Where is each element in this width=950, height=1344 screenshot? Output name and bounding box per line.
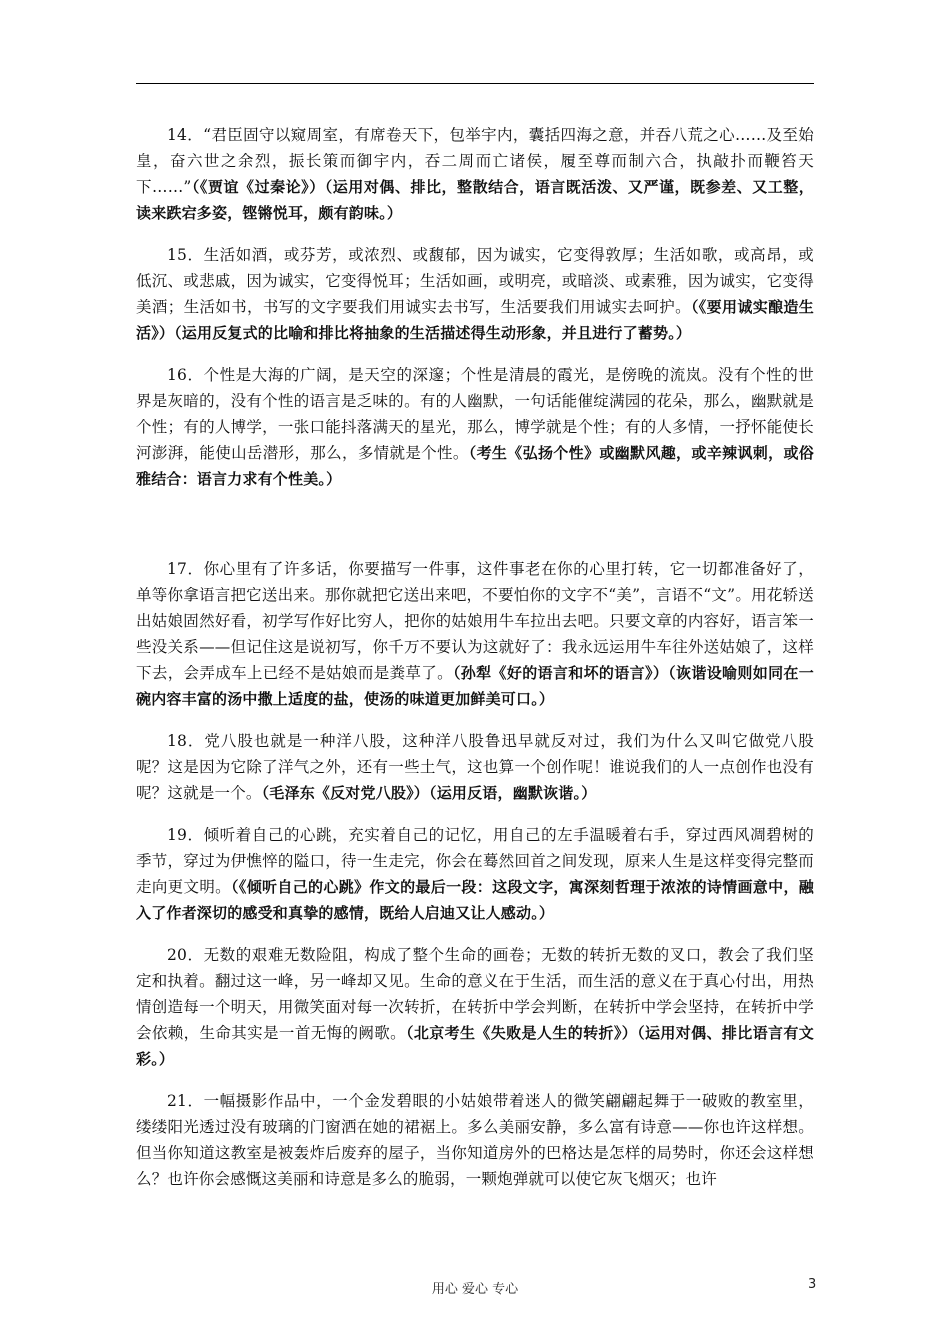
paragraph-14: 14．“君臣固守以窥周室，有席卷天下，包举宇内，囊括四海之意，并吞八荒之心……及至始皇，奋六世之余烈，振长策而御宇内，吞二周而亡诸侯，履至尊而制六合，执敲扑而鞭笞天下……”（《贾谊《过秦论》）（运用对偶、排比，整散结合，语言既活泼、又严谨，既参差、又工整，读来跌宕多姿，铿锵悦耳，颇有韵味。） <box>136 126 814 222</box>
paragraph-note: （《贾谊《过秦论》）（运用对偶、排比，整散结合，语言既活泼、又严谨，既参差、又工整，读来跌宕多姿，铿锵悦耳，颇有韵味。） <box>136 178 814 222</box>
paragraph-note: （《倾听自己的心跳》作文的最后一段：这段文字，寓深刻哲理于浓浓的诗情画意中，融入了作者深切的感受和真挚的感情，既给人启迪又让人感动。） <box>136 878 815 922</box>
paragraph-note: （孙犁《好的语言和坏的语言》）（诙谐设喻则如同在一碗内容丰富的汤中撒上适度的盐，使汤的味道更加鲜美可口。） <box>136 664 814 708</box>
page-body <box>136 122 814 1208</box>
paragraph-21: 21．一幅摄影作品中，一个金发碧眼的小姑娘带着迷人的微笑翩翩起舞于一破败的教室里，缕缕阳光透过没有玻璃的门窗洒在她的裙裾上。多么美丽安静，多么富有诗意——你也许这样想。但当你知道这教室是被轰炸后废弃的屋子，当你知道房外的巴格达是怎样的局势时，你还会这样想么？也许你会感慨这美丽和诗意是多么的脆弱，一颗炮弹就可以使它灰飞烟灭；也许 <box>136 1092 814 1188</box>
paragraph-20: 20．无数的艰难无数险阻，构成了整个生命的画卷；无数的转折无数的叉口，教会了我们坚定和执着。翻过这一峰，另一峰却又见。生命的意义在于生活，而生活的意义在于真心付出，用热情创造每一个明天，用微笑面对每一次转折，在转折中学会判断，在转折中学会坚持，在转折中学会依赖，生命其实是一首无悔的阙歌。（北京考生《失败是人生的转折》）（运用对偶、排比语言有文彩。） <box>136 946 815 1068</box>
header-rule <box>136 83 814 84</box>
paragraph-note: （《要用诚实酿造生活》）（运用反复式的比喻和排比将抽象的生活描述得生动形象，并且进行了蓄势。） <box>136 298 814 342</box>
paragraph-18: 18．党八股也就是一种洋八股，这种洋八股鲁迅早就反对过，我们为什么又叫它做党八股呢？这是因为它除了洋气之外，还有一些土气，这也算一个创作呢！谁说我们的人一点创作也没有呢？这就是一个。（毛泽东《反对党八股》）（运用反语，幽默诙谐。） <box>136 732 814 802</box>
paragraph-16: 16．个性是大海的广阔，是天空的深邃；个性是清晨的霞光，是傍晚的流岚。没有个性的世界是灰暗的，没有个性的语言是乏味的。有的人幽默，一句话能催绽满园的花朵，那么，幽默就是个性；有的人博学，一张口能抖落满天的星光，那么，博学就是个性；有的人多情，一抒怀能使长河澎湃，能使山岳潜形，那么，多情就是个性。（考生《弘扬个性》或幽默风趣，或辛辣讽刺，或俗雅结合：语言力求有个性美。） <box>136 366 815 488</box>
footer-motto: 用心 爱心 专心 <box>431 1282 519 1297</box>
blank-gap <box>136 508 814 556</box>
page-number: 3 <box>808 1277 817 1292</box>
paragraph-15: 15．生活如酒，或芬芳，或浓烈、或馥郁，因为诚实，它变得敦厚；生活如歌，或高昂，或低沉、或悲戚，因为诚实，它变得悦耳；生活如画，或明亮，或暗淡、或素雅，因为诚实，它变得美酒；生活如书，书写的文字要我们用诚实去书写，生活要我们用诚实去呵护。（《要用诚实酿造生活》）（运用反复式的比喻和排比将抽象的生活描述得生动形象，并且进行了蓄势。） <box>136 246 814 342</box>
paragraph-note: （北京考生《失败是人生的转折》）（运用对偶、排比语言有文彩。） <box>136 1024 815 1068</box>
paragraph-note: （考生《弘扬个性》或幽默风趣，或辛辣讽刺，或俗雅结合：语言力求有个性美。） <box>136 444 815 488</box>
paragraph-19: 19．倾听着自己的心跳，充实着自己的记忆，用自己的左手温暖着右手，穿过西风凋碧树的季节，穿过为伊憔悴的隘口，待一生走完，你会在蓦然回首之间发现，原来人生是这样变得完整而走向更文明。（《倾听自己的心跳》作文的最后一段：这段文字，寓深刻哲理于浓浓的诗情画意中，融入了作者深切的感受和真挚的感情，既给人启迪又让人感动。） <box>136 826 815 922</box>
paragraph-note: （毛泽东《反对党八股》）（运用反语，幽默诙谐。） <box>261 784 597 802</box>
paragraph-17: 17．你心里有了许多话，你要描写一件事，这件事老在你的心里打转，它一切都准备好了，单等你拿语言把它送出来。那你就把它送出来吧，不要怕你的文字不“美”，言语不“文”。用花轿送出姑娘固然好看，初学写作好比穷人，把你的姑娘用牛车拉出去吧。只要文章的内容好，语言笨一些没关系——但记住这是说初写，你千万不要认为这就好了：我永远运用牛车往外送姑娘了，这样下去，会弄成车上已经不是姑娘而是粪草了。（孙犁《好的语言和坏的语言》）（诙谐设喻则如同在一碗内容丰富的汤中撒上适度的盐，使汤的味道更加鲜美可口。） <box>136 560 814 708</box>
